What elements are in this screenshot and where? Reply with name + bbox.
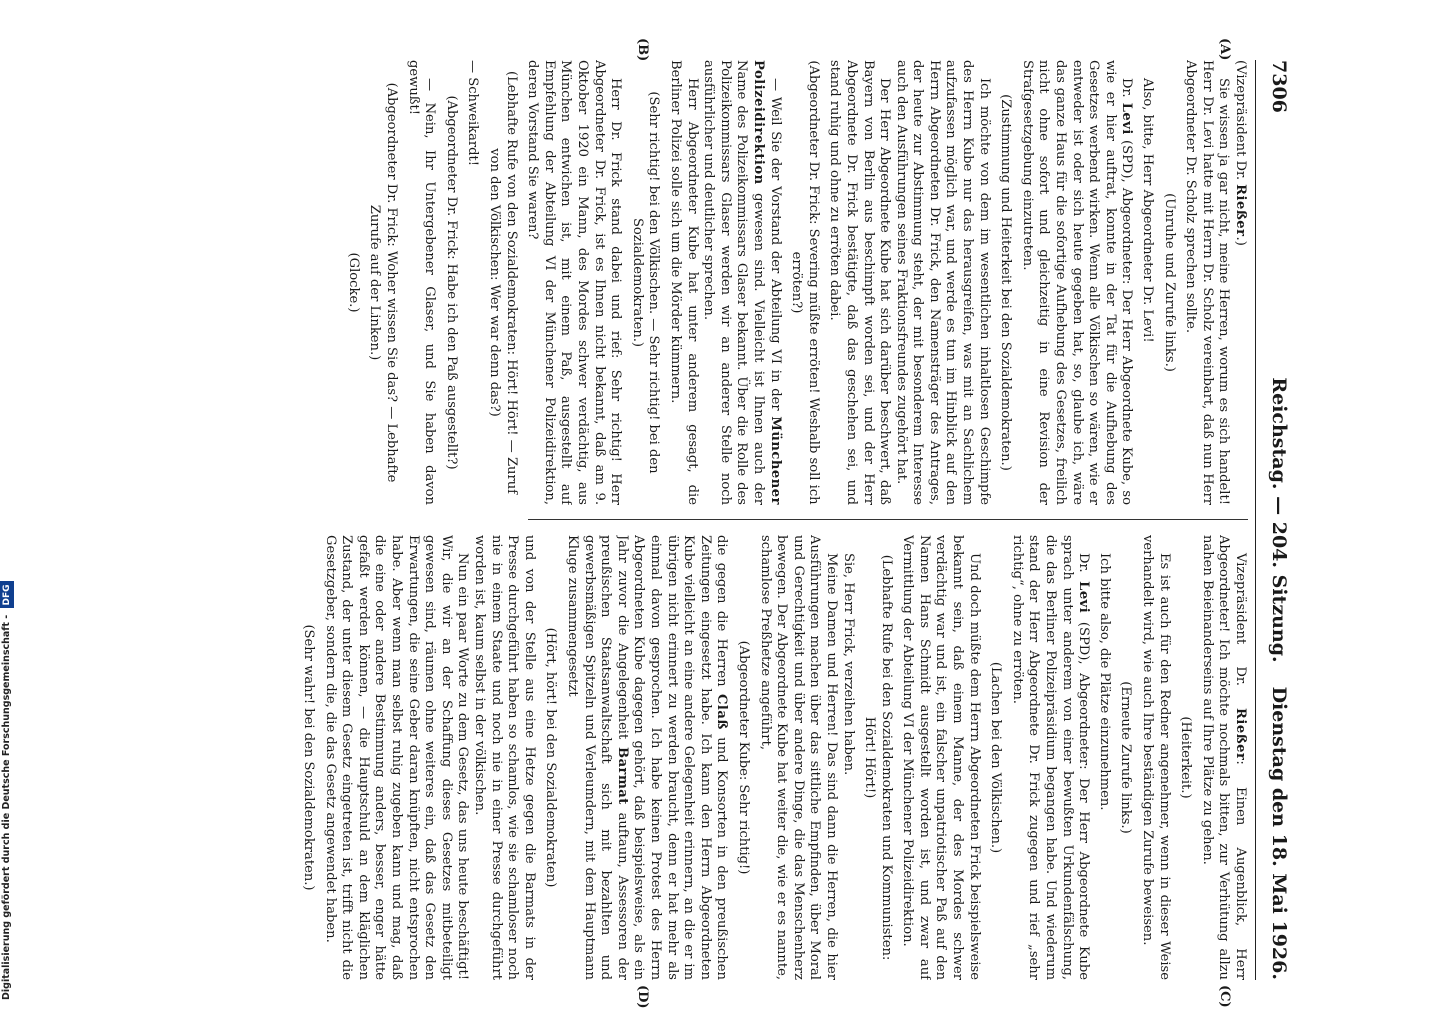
- paragraph-text: (Zustimmung und Heiterkeit bei den Sozialdemokraten.): [998, 94, 1014, 471]
- speech-paragraph: [666, 60, 699, 505]
- paragraph-text: (Abgeordneter Kube: Sehr richtig!): [735, 640, 751, 875]
- paragraph-text: (Sehr wahr! bei den Sozialdemokraten.): [301, 624, 317, 891]
- paragraph-text: (Unruhe und Zurufe links.): [1161, 193, 1177, 372]
- margin-marker-a: (A): [1217, 38, 1232, 61]
- speech-paragraph: [1138, 535, 1171, 980]
- interjection: [366, 60, 399, 505]
- interjection: [628, 60, 661, 505]
- speech-paragraph: [524, 60, 624, 505]
- paragraph-text: und Konsorten in den preußischen Zeitungen eingesetzt habe. Ich kann den Herrn Abgeordneten Kube vielleicht an eine andere Gelegenheit erinnern, an die er im übrigen nicht erinnert zu werden braucht, denn er hat mehr als einmal davon gesprochen. Ich habe keinen Protest des Herrn Abgeordneten Kube dagegen gehört, daß beispielsweise, als ein Jahr zuvor die Angelegenheit: [614, 535, 730, 980]
- interjection: [987, 535, 1004, 980]
- paragraph-text: Also, bitte, Herr Abgeordneter Dr. Levi!: [1140, 78, 1156, 343]
- speech-paragraph: [563, 535, 729, 980]
- running-title: Reichstag. — 204. Sitzung.: [1268, 377, 1290, 663]
- left-column: [68, 60, 1248, 505]
- footer-text: Digitalisierung gefördert durch die Deutsche Forschungsgemeinschaft -: [1, 614, 12, 1000]
- speech-paragraph: [899, 535, 982, 980]
- paragraph-text: — Weil Sie der Vorstand der Abteilung VI in der: [767, 78, 783, 417]
- paragraph-text: Sie, Herr Frick, verzeihen haben.: [840, 553, 856, 776]
- speaker-name: Claß: [714, 694, 730, 730]
- paragraph-text: (Sehr richtig! bei den Völkischen. — Sehr richtig! bei den Sozialdemokraten.): [629, 91, 662, 474]
- column-divider: [528, 519, 1248, 520]
- paragraph-text: (Abgeordneter Dr. Frick: Woher wissen Sie das? — Lebhafte Zurufe auf der Linken.): [367, 82, 400, 483]
- speech-paragraph: [1095, 535, 1112, 980]
- paragraph-text: Es ist auch für den Redner angenehmer, wenn in dieser Weise verhandelt wird, wie auch Ihre beständigen Zurufe beweisen.: [1140, 535, 1172, 980]
- paragraph-text: (Vizepräsident Dr.: [1233, 60, 1248, 185]
- header-rule: [1255, 60, 1256, 980]
- speech-paragraph: [700, 60, 783, 505]
- paragraph-text: Dr.: [1119, 78, 1135, 103]
- paragraph-text: Nun ein paar Worte zu dem Gesetz, das uns heute beschäftigt! Wir, die wir an der Schaffung dieses Gesetzes mitbeteiligt gewesen sind, räumen ohne weiteres ein, daß das Gesetz den Erwartungen, die seine Geber daran knüpften, nicht entsprochen habe. Aber wenn man selbst ruhig zugeben kann und mag, daß die eine oder andere Bestimmung anders, besser, enger hätte gefaßt werden können, — die Hauptschuld an dem kläglichen Zustand, der unter diesem Gesetz eingetreten ist, trifft nicht die Gesetzgeber, sondern die, die das Gesetz angewendet haben.: [322, 535, 471, 980]
- paragraph-text: Ich möchte von dem im wesentlichen inhaltlosen Geschimpfe des Herrn Kube nur das herausgreifen, was mit an Sachlichem aufzufassen möglich war, und werde es tun im Hinblick auf den Herrn Abgeordneten Dr. Frick, den Namensträger des Antrages, der heute zur Abstimmung steht, der mit besonderem Interesse auch den Ausführungen seines Fraktionsfreundes zugehört hat.: [893, 60, 992, 505]
- interjection: [997, 60, 1014, 505]
- speaker-name: Rießer: [1233, 184, 1248, 237]
- paragraph-text: die gegen die Herren: [714, 535, 730, 694]
- interjection: [344, 60, 361, 505]
- paragraph-text: : Einen Augenblick, Herr Abgeordneter! Ich möchte nochmals bitten, zur Verhütung allzu nahen Beieinanderseins auf Ihre Plätze zu gehen.: [1199, 535, 1248, 980]
- interjection: [542, 535, 559, 980]
- interjection: [300, 535, 317, 980]
- interjection: [788, 60, 821, 505]
- dfg-logo: DFG: [0, 581, 14, 608]
- interjection: [1160, 60, 1177, 505]
- running-head: [1260, 60, 1290, 980]
- speaker-name: Barmat: [614, 747, 630, 805]
- interjection: [734, 535, 751, 980]
- speaker-name: Levi: [1076, 581, 1092, 614]
- speech-paragraph: [470, 535, 536, 980]
- speech-paragraph: [1008, 535, 1091, 980]
- paragraph-text: (Glocke.): [345, 252, 361, 313]
- paragraph-text: Ich bitte also, die Plätze einzunehmen.: [1096, 553, 1112, 811]
- speech-paragraph: [1018, 60, 1134, 505]
- paragraph-text: (Abgeordneter Dr. Frick: Habe ich den Paß ausgestellt?): [443, 95, 459, 470]
- document-page: [60, 38, 1290, 1009]
- speech-paragraph: [1182, 60, 1232, 505]
- speaker-name: Levi: [1119, 102, 1135, 135]
- paragraph-text: Herr Dr. Frick stand dabei und rief: Sehr richtig! Herr Abgeordneter Dr. Frick, ist es Ihnen nicht bekannt, daß am 9. Oktober 1920 ein Mann, des Mordes schwer verdächtig, aus München entwichen ist, mit einem Paß, ausgestellt auf Empfehlung der Abteilung VI der Münchener Polizeidirektion, deren Vorstand Sie waren?: [525, 60, 624, 505]
- margin-marker-b: (B): [635, 38, 650, 62]
- paragraph-text: gewesen sind. Vielleicht ist Ihnen auch der Name des Polizeikommissars Glaser bekannt. Über die Rolle des Polizeikommissars Glaser werden wir an anderer Stelle noch ausführlicher und deutlicher sprechen.: [701, 60, 766, 505]
- page-number: 7306: [1268, 60, 1290, 113]
- interjection: [1117, 535, 1134, 980]
- interjection: [485, 60, 518, 505]
- interjection: [861, 535, 894, 980]
- speech-paragraph: [1231, 60, 1248, 505]
- margin-marker-c: (C): [1217, 985, 1232, 1008]
- speech-paragraph: [464, 60, 481, 505]
- paragraph-text: Herr Abgeordneter Kube hat unter anderem gesagt, die Berliner Polizei solle sich um die Mörder kümmern.: [668, 60, 700, 505]
- paragraph-text: Dr.: [1076, 553, 1092, 582]
- speech-paragraph: [892, 60, 992, 505]
- paragraph-text: Meine Damen und Herren! Das sind dann die Herren, die hier Ausführungen machen über das sittliche Empfinden, über Moral und Gerechtigkeit und über andere Dinge, die das Menschenherz bewegen. Der Abgeordnete Kube hat weiter die, wie er es nannte, schamlose Preßhetze angeführt,: [757, 535, 839, 980]
- speech-paragraph: [826, 60, 892, 505]
- paragraph-text: — Schweikardt!: [465, 60, 481, 167]
- paragraph-text: (Lebhafte Rufe bei den Sozialdemokraten und Kommunisten: Hört! Hört!): [862, 554, 894, 961]
- paragraph-text: und von der Stelle aus eine Hetze gegen die Barmats in der Presse durchgeführt haben so schamlos, wie sie schamloser noch nie in einem Staate und noch nie in einer Presse durchgeführt worden ist, kaum selbst in der völkischen.: [472, 535, 537, 980]
- speaker-name: Münchener Polizeidirektion: [750, 60, 783, 505]
- paragraph-text: (Abgeordneter Dr. Frick: Severing müßte erröten! Weshalb soll ich erröten?): [789, 60, 821, 505]
- paragraph-text: Der Herr Abgeordnete Kube hat sich darüber beschwert, daß Bayern von Berlin aus beschimpft worden sei, und der Herr Abgeordnete Dr. Frick bestätigte, daß das geschehen sei, und stand ruhig und ohne zu erröten dabei.: [827, 60, 893, 505]
- interjection: [1177, 535, 1194, 980]
- speech-paragraph: [1138, 60, 1155, 505]
- right-column: [68, 535, 1248, 980]
- speaker-name: Rießer: [1233, 708, 1248, 761]
- speech-paragraph: [321, 535, 470, 980]
- paragraph-text: (SPD), Abgeordneter: Der Herr Abgeordnete Kube, so wie er hier auftrat, konnte in der Tat für die Aufhebung des Gesetzes werbend wirken. Wenn alle Völkischen so wären, wie er entweder ist oder sich heute gegeben hat, so, glaube ich, wäre das ganze Haus für die sofortige Aufhebung des Gesetzes, freilich nicht ohne sofort und gleichzeitig in eine Revision der Strafgesetzgebung einzutreten.: [1019, 60, 1135, 505]
- paragraph-text: (SPD), Abgeordneter: Der Herr Abgeordnete Kube sprach unter anderem von einer bewußten Urkundenfälschung, die das Berliner Polizeipräsidium begangen habe. Und wiederum stand der Herr Abgeordnete Dr. Frick zugegen und rief „sehr richtig“, ohne zu erröten.: [1009, 535, 1092, 980]
- paragraph-text: (Lebhafte Rufe von den Sozialdemokraten: Hört! Hört! — Zuruf von den Völkischen: Wer war denn das?): [487, 70, 519, 495]
- paragraph-text: Vizepräsident Dr.: [1233, 553, 1248, 709]
- margin-marker-d: (D): [635, 985, 650, 1009]
- paragraph-text: (Hört, hört! bei den Sozialdemokraten): [543, 627, 559, 888]
- paragraph-text: .): [1233, 236, 1248, 246]
- paragraph-text: Sie wissen ja gar nicht, meine Herren, worum es sich handelt! Herr Dr. Levi hatte mit Herrn Dr. Scholz vereinbart, daß nun Herr Abgeordneter Dr. Scholz sprechen sollte.: [1183, 60, 1232, 505]
- paragraph-text: (Lachen bei den Völkischen.): [988, 661, 1004, 854]
- paragraph-text: Und doch müßte dem Herrn Abgeordneten Frick beispielsweise bekannt sein, daß einem Manne, der des Mordes schwer verdächtig war und ist, ein falscher unpatriotischer Paß auf den Namen Hans Schmidt ausgestellt worden ist, und zwar auf Vermittlung der Abteilung VI der Münchener Polizeidirektion.: [900, 535, 982, 980]
- paragraph-text: (Heiterkeit.): [1178, 716, 1194, 799]
- paragraph-text: (Erneute Zurufe links.): [1118, 681, 1134, 834]
- speech-paragraph: [756, 535, 839, 980]
- paragraph-text: auftaun, Assessoren der preußischen Staatsanwaltschaft sich mit bezahlten und gewerbsmäßigen Spitzeln und Verleumdern, mit dem Hauptmann Kluge zusammengesetzt: [565, 535, 630, 980]
- paragraph-text: — Nein, Ihr Untergebener Glaser, und Sie haben davon gewußt!: [405, 60, 438, 505]
- speech-paragraph: [1198, 535, 1248, 980]
- interjection: [442, 60, 459, 505]
- speech-paragraph: [839, 535, 856, 980]
- digitization-footer: [0, 584, 18, 1000]
- speech-paragraph: [404, 60, 437, 505]
- session-date: Dienstag den 18. Mai 1926.: [1268, 686, 1290, 980]
